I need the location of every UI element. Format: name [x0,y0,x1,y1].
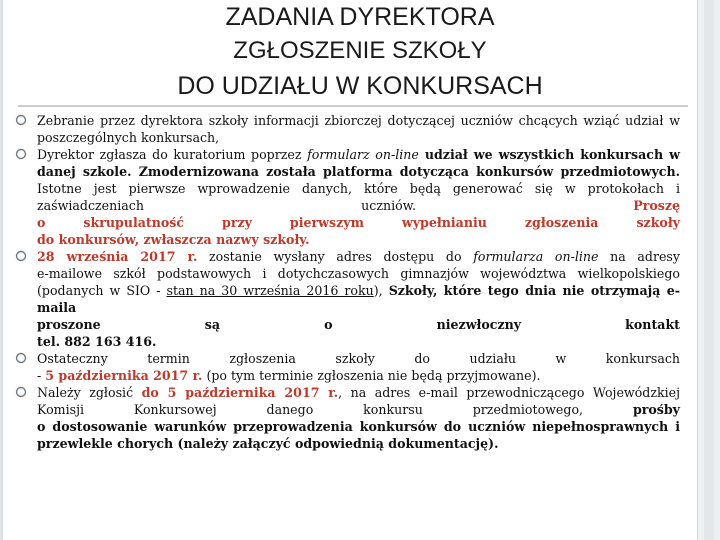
item-text-highlight: do konkursów, zwłaszcza nazwy szkoły. [37,232,310,247]
item-line: e-mailowe szkół podstawowych i dotychczasowych gimnazjów województwa wielkopolskiego [37,266,680,281]
circle-bullet-icon [15,352,27,364]
list-item [12,112,680,146]
item-line [37,333,680,350]
circle-bullet-icon [15,148,27,160]
list-item [12,350,680,384]
item-date-highlight: 28 września 2017 r. [37,249,198,264]
item-text-highlight: o skrupulatność przy pierwszym wypełnianiu zgłoszenia szkoły [37,215,680,230]
item-line: poszczególnych konkursach, [37,130,220,145]
item-text-bold: danej szkole. Zmodernizowana została platforma dotycząca konkursów przedmiotowych. [37,164,680,179]
list-item [12,248,680,350]
item-text-bold: przewlekle chorych (należy załączyć odpowiednią dokumentację). [37,436,499,451]
item-text: , na adres e-mail przewodniczącego Wojewódzkiej [338,385,680,400]
item-text: zostanie wysłany adres dostępu do [197,249,474,264]
item-line [37,197,680,214]
list-item [12,384,680,452]
slide-body [12,112,680,452]
item-text: Należy zgłosić [37,385,142,400]
item-text-bold: proszone są o niezwłoczny kontakt [37,317,680,332]
item-line [37,384,680,401]
item-line [37,367,680,384]
item-line [37,214,680,231]
slide-title: ZADANIA DYREKTORA [225,3,495,31]
item-text-underlined: stan na 30 września 2016 roku [166,283,374,298]
list-item [12,146,680,248]
circle-bullet-icon [15,114,27,126]
item-text: zaświadczeniach uczniów. [37,198,416,213]
item-line [37,231,680,248]
item-text-bold: udział we wszystkich konkursach w [418,147,680,162]
item-line: Istotne jest pierwsze wprowadzenie danych, które będą generować się w protokołach i [37,181,680,196]
item-text-italic: formularza on-line [473,249,599,264]
item-date-highlight: 5 października 2017 r. [45,368,203,383]
item-line [37,418,680,435]
item-text-highlight: Proszę [633,198,680,213]
item-line [37,401,680,418]
item-text: Dyrektor zgłasza do kuratorium poprzez [37,147,308,162]
item-line [37,163,680,180]
item-text: ), [373,283,389,298]
item-text-bold: Szkoły, które tego dnia nie otrzymają e-maila [37,283,680,315]
circle-bullet-icon [15,386,27,398]
item-text: (po tym terminie zgłoszenia nie będą przyjmowane). [202,368,541,383]
slide-subtitle-line-2: DO UDZIAŁU W KONKURSACH [177,72,543,100]
item-text: - [37,368,46,383]
item-text-bold: prośby [632,402,680,417]
item-line [37,435,680,452]
item-line [37,282,680,316]
item-text: Komisji Konkursowej danego konkursu przedmiotowego, [37,402,633,417]
item-text: (podanych w SIO - [37,283,167,298]
item-line [37,146,680,163]
item-text: na adresy [598,249,680,264]
item-text-italic: formularz on-line [307,147,419,162]
title-divider [18,105,688,107]
item-date-highlight: do 5 października 2017 r. [141,385,339,400]
item-line [37,316,680,333]
item-line: Zebranie przez dyrektora szkoły informacji zbiorczej dotyczącej uczniów chcących wziąć udział w [37,113,680,128]
item-text-bold: tel. 882 163 416. [37,334,157,349]
item-line: Ostateczny termin zgłoszenia szkoły do udziału w konkursach [37,351,680,366]
slide-subtitle-line-1: ZGŁOSZENIE SZKOŁY [233,37,487,64]
item-text-bold: o dostosowanie warunków przeprowadzenia konkursów do uczniów niepełnosprawnych i [37,419,680,434]
item-line [37,248,680,265]
circle-bullet-icon [15,250,27,262]
